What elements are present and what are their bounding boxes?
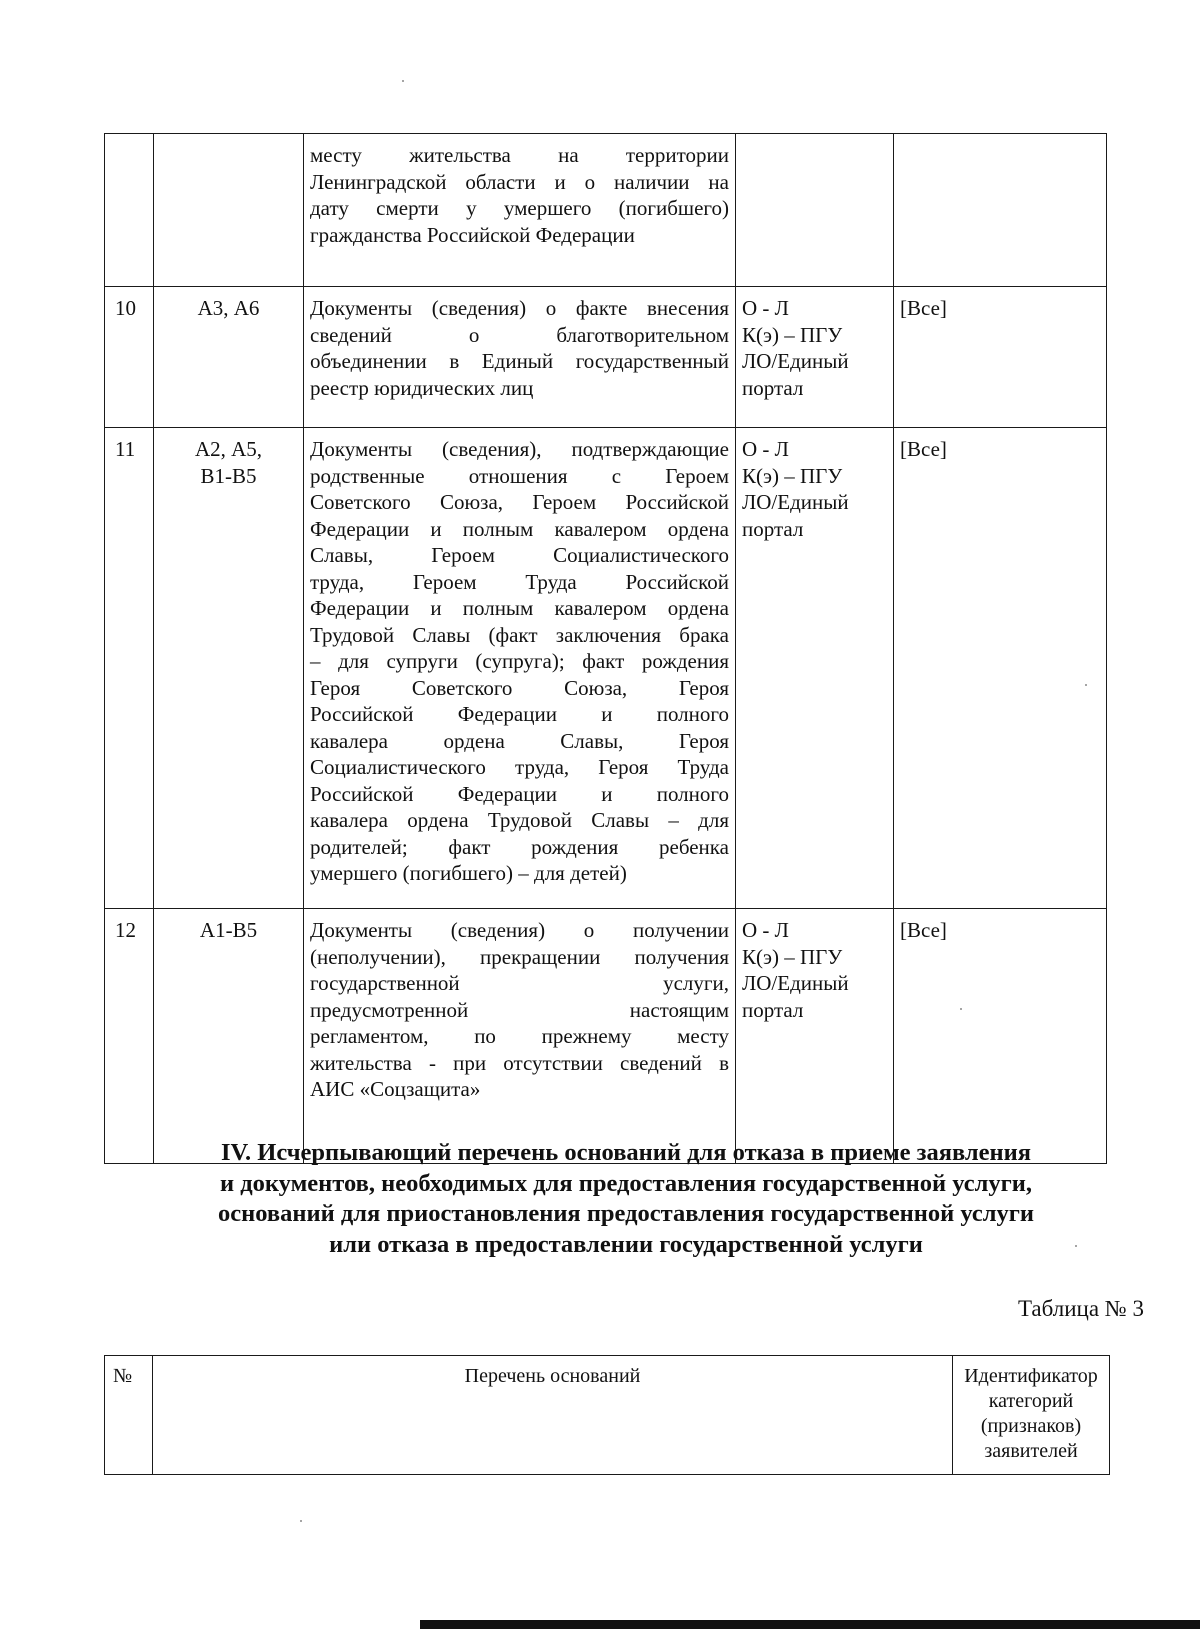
channel-line: К(э) – ПГУ [742, 463, 843, 488]
scan-edge [420, 1620, 1200, 1629]
header-num: № [105, 1356, 153, 1475]
scan-speck [402, 80, 404, 82]
row-description [304, 909, 736, 1164]
category-line: А1-В5 [199, 918, 258, 942]
section-heading [140, 1138, 1112, 1260]
row-identifier: [Все] [894, 428, 1107, 909]
description-line: – для супруги (супруга); факт рождения [310, 649, 729, 673]
table-row [105, 909, 1107, 1164]
channel-line: О - Л [742, 437, 789, 461]
description-line: (неполучении), прекращении получения [310, 944, 729, 969]
table-row [105, 428, 1107, 909]
description-line: гражданства Российской Федерации [310, 222, 635, 247]
description-line: Документы (сведения) о получении [310, 918, 729, 942]
description-line: АИС «Соцзащита» [310, 1077, 481, 1101]
description-line: предусмотренной настоящим [310, 997, 729, 1022]
description-line: Федерации и полным кавалером ордена [310, 596, 729, 620]
description-line: Федерации и полным кавалером ордена [310, 516, 729, 541]
scan-speck [960, 1008, 962, 1010]
table-label: Таблица № 3 [1017, 1296, 1144, 1321]
row-number: 10 [105, 287, 154, 428]
description-line: Героя Советского Союза, Героя [310, 675, 729, 700]
header-identifier-line: категорий [988, 1390, 1074, 1412]
row-identifier: [Все] [894, 909, 1107, 1164]
description-line: Ленинградской области и о наличии на [310, 169, 729, 194]
heading-line: IV. Исчерпывающий перечень оснований для отказа в приеме заявления [220, 1139, 1031, 1166]
header-identifier-line: заявителей [984, 1440, 1078, 1462]
description-line: реестр юридических лиц [310, 375, 534, 400]
description-line: регламентом, по прежнему месту [310, 1024, 729, 1048]
row-channels [736, 287, 894, 428]
description-line: родственные отношения с Героем [310, 463, 729, 488]
channel-line: портал [742, 997, 804, 1022]
category-line: А2, А5, [194, 437, 263, 461]
description-line: Российской Федерации и полного [310, 781, 729, 806]
header-reasons: Перечень оснований [153, 1356, 953, 1475]
description-line: Российской Федерации и полного [310, 702, 729, 726]
channel-line: ЛО/Единый [742, 490, 849, 514]
description-line: сведений о благотворительном [310, 322, 729, 347]
row-number: 12 [105, 909, 154, 1164]
heading-line: или отказа в предоставлении государственной услуги [329, 1230, 923, 1258]
row-identifier: [Все] [894, 287, 1107, 428]
documents-table [104, 133, 1107, 1164]
description-line: месту жительства на территории [310, 143, 729, 167]
table-row [105, 287, 1107, 428]
channel-line: портал [742, 516, 804, 541]
table-row [105, 134, 1107, 287]
channel-line: ЛО/Единый [742, 971, 849, 995]
header-identifier-line: (признаков) [980, 1415, 1082, 1437]
description-line: родителей; факт рождения ребенка [310, 834, 729, 859]
row-identifier [894, 134, 1107, 287]
channel-line: О - Л [742, 296, 789, 320]
heading-line: оснований для приостановления предоставления государственной услуги [218, 1200, 1034, 1227]
row-number: 11 [105, 428, 154, 909]
description-line: объединении в Единый государственный [310, 349, 729, 373]
row-number [105, 134, 154, 287]
channel-line: портал [742, 375, 804, 400]
description-line: кавалера ордена Трудовой Славы – для [310, 808, 729, 832]
row-description [304, 428, 736, 909]
heading-line: и документов, необходимых для предоставления государственной услуги, [219, 1169, 1033, 1197]
category-line: А3, А6 [197, 296, 260, 320]
scan-speck [1085, 684, 1087, 686]
row-description [304, 134, 736, 287]
row-categories [154, 134, 304, 287]
scan-speck [1075, 1245, 1077, 1247]
row-channels [736, 909, 894, 1164]
description-line: Социалистического труда, Героя Труда [310, 755, 729, 779]
header-identifier [953, 1356, 1110, 1475]
channel-line: О - Л [742, 918, 789, 942]
category-line: В1-В5 [200, 463, 257, 488]
description-line: кавалера ордена Славы, Героя [310, 728, 729, 753]
row-categories [154, 287, 304, 428]
description-line: умершего (погибшего) – для детей) [310, 861, 627, 885]
row-categories [154, 909, 304, 1164]
description-line: труда, Героем Труда Российской [310, 569, 729, 594]
scan-speck [300, 1520, 302, 1522]
reasons-table [104, 1355, 1110, 1475]
description-line: жительства - при отсутствии сведений в [310, 1050, 729, 1075]
channel-line: К(э) – ПГУ [742, 322, 843, 347]
description-line: Трудовой Славы (факт заключения брака [310, 622, 729, 647]
row-channels [736, 134, 894, 287]
row-channels [736, 428, 894, 909]
description-line: Славы, Героем Социалистического [310, 543, 729, 567]
table-header-row [105, 1356, 1110, 1475]
channel-line: ЛО/Единый [742, 349, 849, 373]
description-line: государственной услуги, [310, 971, 729, 995]
description-line: Советского Союза, Героем Российской [310, 490, 729, 514]
channel-line: К(э) – ПГУ [742, 944, 843, 969]
header-identifier-line: Идентификатор [964, 1365, 1098, 1387]
description-line: Документы (сведения), подтверждающие [310, 437, 729, 461]
description-line: дату смерти у умершего (погибшего) [310, 196, 729, 220]
row-categories [154, 428, 304, 909]
row-description [304, 287, 736, 428]
description-line: Документы (сведения) о факте внесения [310, 296, 729, 320]
